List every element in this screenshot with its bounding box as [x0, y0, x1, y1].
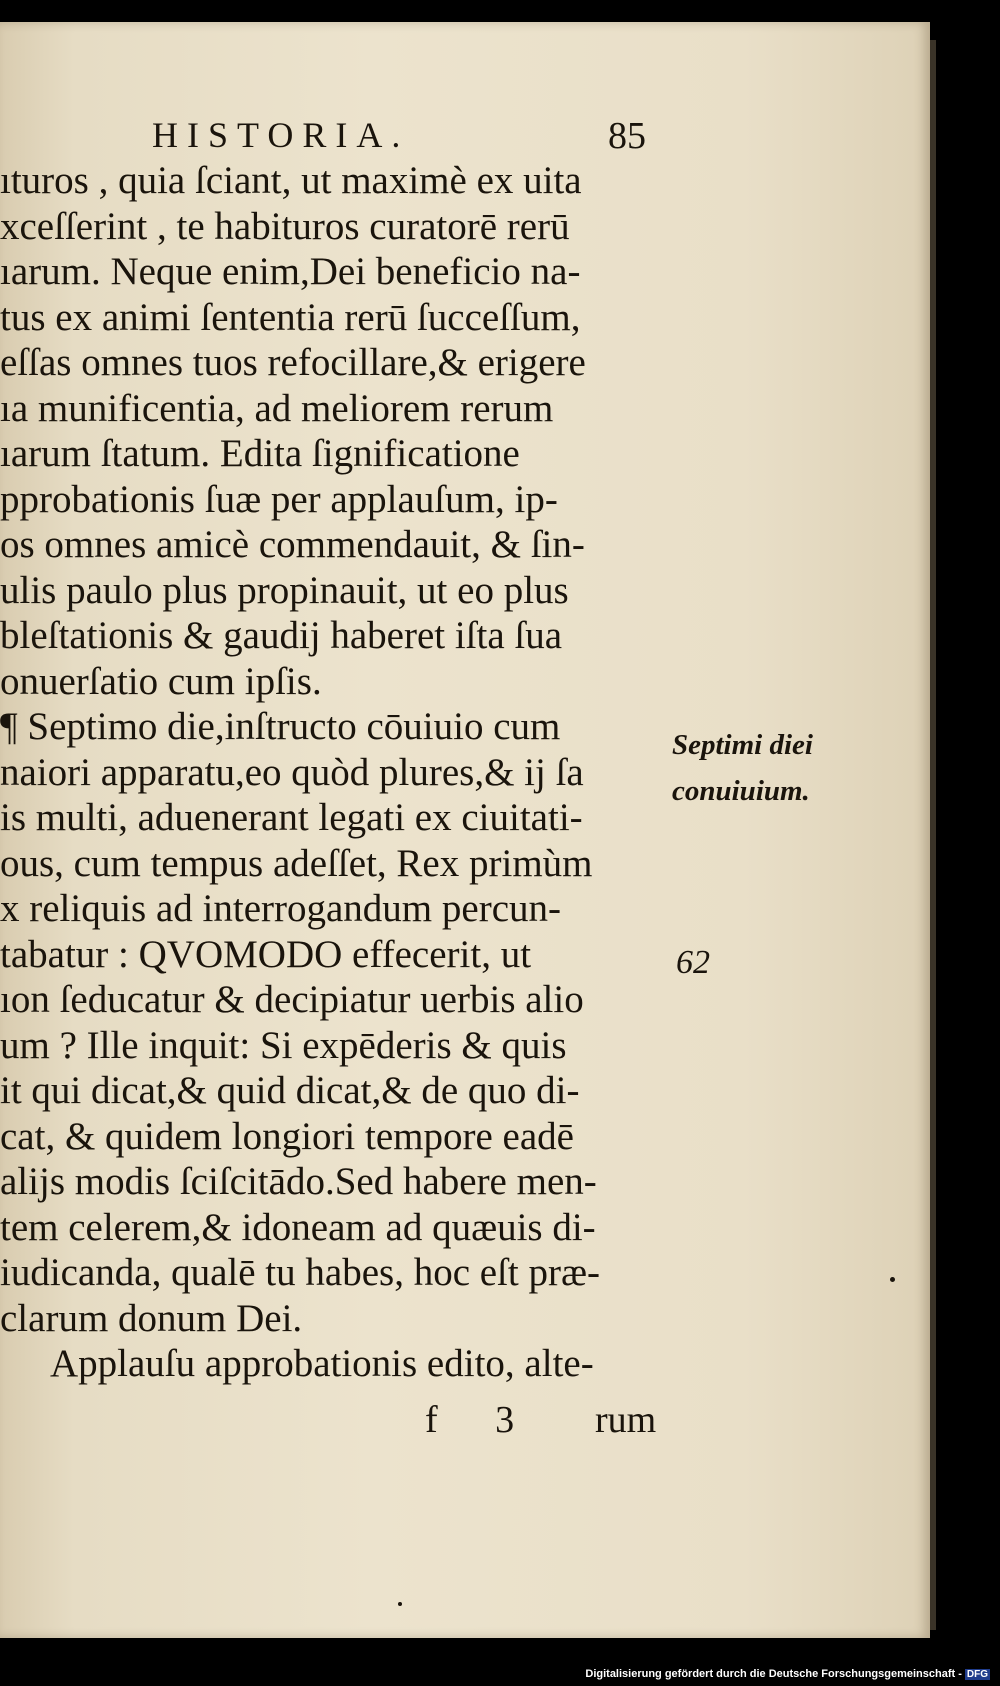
- text-line: ulis paulo plus propinauit, ut eo plus: [0, 568, 569, 612]
- text-line: ıarum. Neque enim,Dei beneficio na-: [0, 250, 581, 293]
- marginal-note-line: conuiuium.: [672, 775, 810, 807]
- marginal-note-line: Septimi diei: [672, 729, 813, 761]
- body-text: [0, 158, 680, 1387]
- text-line: bleſtationis & gaudij haberet iſta ſua: [0, 614, 563, 657]
- text-line: ıturos , quia ſciant, ut maximè ex uita: [0, 159, 582, 202]
- text-line: naiori apparatu,eo quòd plures,& ij ſa: [0, 750, 584, 794]
- text-line: tus ex animi ſententia rerū ſucceſſum,: [0, 295, 581, 339]
- catchword: rum: [595, 1399, 657, 1441]
- text-line: tem celerem,& idoneam ad quæuis di-: [0, 1205, 596, 1249]
- text-line: iudicanda, qualē tu habes, hoc eſt præ-: [0, 1251, 600, 1294]
- text-line: ous, cum tempus adeſſet, Rex primùm: [0, 841, 593, 885]
- page-number: 85: [608, 115, 646, 157]
- page-edge: [930, 40, 936, 1630]
- book-page: [0, 22, 930, 1638]
- text-line: cat, & quidem longiori tempore eadē: [0, 1114, 574, 1158]
- text-line: alijs modis ſciſcitādo.Sed habere men-: [0, 1160, 597, 1203]
- marginal-number: 62: [676, 944, 710, 981]
- text-line: tabatur : QVOMODO effecerit, ut: [0, 932, 532, 976]
- text-line: it qui dicat,& quid dicat,& de quo di-: [0, 1069, 580, 1112]
- text-line: onuerſatio cum ipſis.: [0, 659, 322, 703]
- text-line: x reliquis ad interrogandum percun-: [0, 887, 561, 930]
- text-line: clarum donum Dei.: [0, 1296, 303, 1340]
- text-line: os omnes amicè commendauit, & ſin-: [0, 523, 585, 566]
- text-line: um ? Ille inquit: Si expēderis & quis: [0, 1023, 567, 1067]
- ink-speck: [890, 1277, 895, 1282]
- text-line: xceſſerint , te habituros curatorē rerū: [0, 204, 570, 248]
- text-line: ıarum ſtatum. Edita ſignificatione: [0, 432, 520, 475]
- signature-mark: f 3: [425, 1399, 539, 1441]
- credit-text: Digitalisierung gefördert durch die Deutsche Forschungsgemeinschaft -: [585, 1668, 962, 1680]
- digitization-credit: [585, 1668, 990, 1680]
- running-head: HISTORIA.: [152, 115, 410, 155]
- text-line: ¶ Septimo die,inſtructo cōuiuio cum: [0, 705, 561, 748]
- text-line: ıa munificentia, ad meliorem rerum: [0, 386, 554, 430]
- text-line: eſſas omnes tuos refocillare,& erigere: [0, 341, 586, 384]
- text-line: pprobationis ſuæ per applauſum, ip-: [0, 477, 558, 521]
- dfg-logo: DFG: [966, 1669, 988, 1680]
- text-line: Applauſu approbationis edito, alte-: [50, 1342, 594, 1385]
- marginal-note: [672, 722, 813, 814]
- text-line: ıon ſeducatur & decipiatur uerbis alio: [0, 978, 584, 1021]
- ink-speck: [398, 1602, 402, 1606]
- text-line: is multi, aduenerant legati ex ciuitati-: [0, 796, 583, 839]
